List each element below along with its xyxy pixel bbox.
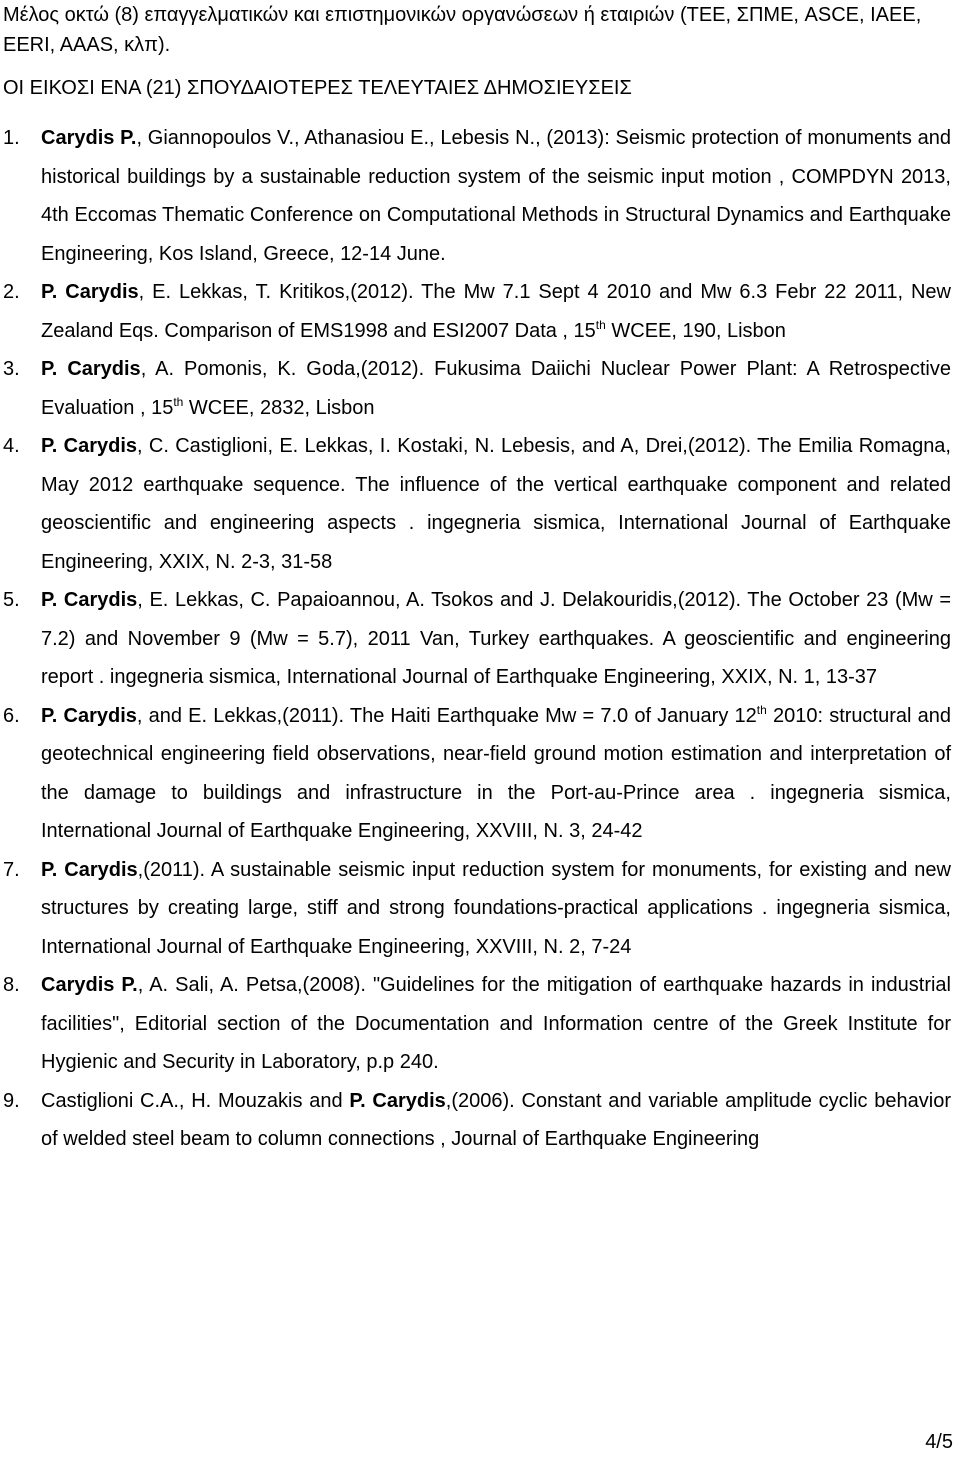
membership-paragraph: Μέλος οκτώ (8) επαγγελματικών και επιστημονικών οργανώσεων ή εταιριών (ΤΕΕ, ΣΠΜΕ, ASCE, IAEE, EERI, AAAS, κλπ). xyxy=(3,4,922,56)
citation-text: Castiglioni C.A., H. Mouzakis and xyxy=(41,1089,350,1112)
ordinal-superscript: th xyxy=(173,394,184,409)
citation-text: WCEE, 2832, Lisbon xyxy=(183,396,375,419)
citation-text: ,(2011). A sustainable seismic input reduction system for monuments, for existing and new structures by creating large, stiff and strong foundations-practical applications . ingegneria sismica, International Journal of Earthquake Engineering, XXVIII, N. 2, 7-24 xyxy=(41,858,951,958)
publication-number: 8. xyxy=(3,974,20,996)
author-name-bold: P. Carydis xyxy=(349,1089,446,1112)
citation-text: , E. Lekkas, C. Papaioannou, A. Tsokos and J. Delakouridis,(2012). The October 23 (Mw = 7.2) and November 9 (Mw = 5.7), 2011 Van, Turkey earthquakes. A geoscientific and engineering report . ingegneria sismica, International Journal of Earthquake Engineering, XXIX, N. 1, 13-37 xyxy=(41,589,951,688)
publication-citation xyxy=(41,589,951,688)
publication-citation xyxy=(41,974,951,1073)
publication-citation xyxy=(41,358,951,419)
publication-list xyxy=(3,119,951,1159)
publication-item xyxy=(3,851,951,967)
page-number: 4/5 xyxy=(925,1431,953,1453)
ordinal-superscript: th xyxy=(595,317,606,332)
author-name-bold: P. Carydis xyxy=(41,435,138,457)
publication-number: 1. xyxy=(3,127,20,149)
citation-text: WCEE, 190, Lisbon xyxy=(605,319,786,342)
publication-number: 5. xyxy=(3,589,20,611)
citation-text: , and E. Lekkas,(2011). The Haiti Earthquake Mw = 7.0 of January 12 xyxy=(136,704,757,727)
publication-item xyxy=(3,697,951,851)
citation-text: , C. Castiglioni, E. Lekkas, I. Kostaki, N. Lebesis, and A, Drei,(2012). The Emilia Romagna, May 2012 earthquake sequence. The influence of the vertical earthquake component and related geoscientific and engineering aspects . ingegneria sismica, International Journal of Earthquake Engineering, XXIX, N. 2-3, 31-58 xyxy=(41,435,951,573)
publication-item xyxy=(3,119,951,273)
author-name-bold: P. Carydis xyxy=(41,858,138,881)
publication-item xyxy=(3,581,951,697)
author-name-bold: P. Carydis xyxy=(41,281,139,303)
publication-number: 9. xyxy=(3,1089,20,1112)
publication-citation xyxy=(41,435,951,573)
author-name-bold: P. Carydis xyxy=(41,589,138,611)
section-heading: ΟΙ ΕΙΚΟΣΙ ΕΝΑ (21) ΣΠΟΥΔΑΙΟΤΕΡΕΣ ΤΕΛΕΥΤΑΙΕΣ ΔΗΜΟΣΙΕΥΣΕΙΣ xyxy=(3,77,632,99)
publication-citation xyxy=(41,127,951,265)
publication-citation xyxy=(41,702,951,843)
ordinal-superscript: th xyxy=(756,702,767,717)
publication-item xyxy=(3,966,951,1082)
citation-text: , Giannopoulos V., Athanasiou E., Lebesis N., (2013): Seismic protection of monuments and historical buildings by a sustainable reduction system of the seismic input motion , COMPDYN 2013, 4th Eccomas Thematic Conference on Computational Methods in Structural Dynamics and Earthquake Engineering, Kos Island, Greece, 12-14 June. xyxy=(41,127,952,265)
publication-item xyxy=(3,273,951,350)
citation-text: ,(2006). Constant and variable amplitude cyclic behavior of welded steel beam to column connections , Journal of Earthquake Engineering xyxy=(41,1089,952,1150)
publication-number: 4. xyxy=(3,435,20,457)
citation-text: , E. Lekkas, T. Kritikos,(2012). The Mw 7.1 Sept 4 2010 and Mw 6.3 Febr 22 2011, New Zealand Eqs. Comparison of EMS1998 and ESI2007 Data , 15 xyxy=(41,281,952,342)
publication-number: 6. xyxy=(3,704,20,727)
publication-citation xyxy=(41,1090,951,1151)
author-name-bold: Carydis P. xyxy=(41,974,138,996)
publication-citation xyxy=(41,281,951,342)
author-name-bold: Carydis P. xyxy=(41,127,137,149)
publication-number: 2. xyxy=(3,281,20,303)
publication-item xyxy=(3,350,951,427)
publication-citation xyxy=(41,859,951,958)
publication-number: 7. xyxy=(3,858,20,881)
author-name-bold: P. Carydis xyxy=(41,704,137,727)
citation-text: , A. Sali, A. Petsa,(2008). "Guidelines for the mitigation of earthquake hazards in industrial facilities", Editorial section of the Documentation and Information centre of the Greek Institute for Hygienic and Security in Laboratory, p.p 240. xyxy=(41,974,951,1073)
publication-item xyxy=(3,1082,951,1159)
publication-number: 3. xyxy=(3,358,20,380)
citation-text: , A. Pomonis, K. Goda,(2012). Fukusima Daiichi Nuclear Power Plant: A Retrospective Evaluation , 15 xyxy=(41,358,951,419)
citation-text: 2010: structural and geotechnical engineering field observations, near-field ground motion estimation and interpretation of the damage to buildings and infrastructure in the Port-au-Prince area . ingegneria sismica, International Journal of Earthquake Engineering, XXVIII, N. 3, 24-42 xyxy=(41,704,951,842)
author-name-bold: P. Carydis xyxy=(41,358,141,380)
publication-item xyxy=(3,427,951,581)
